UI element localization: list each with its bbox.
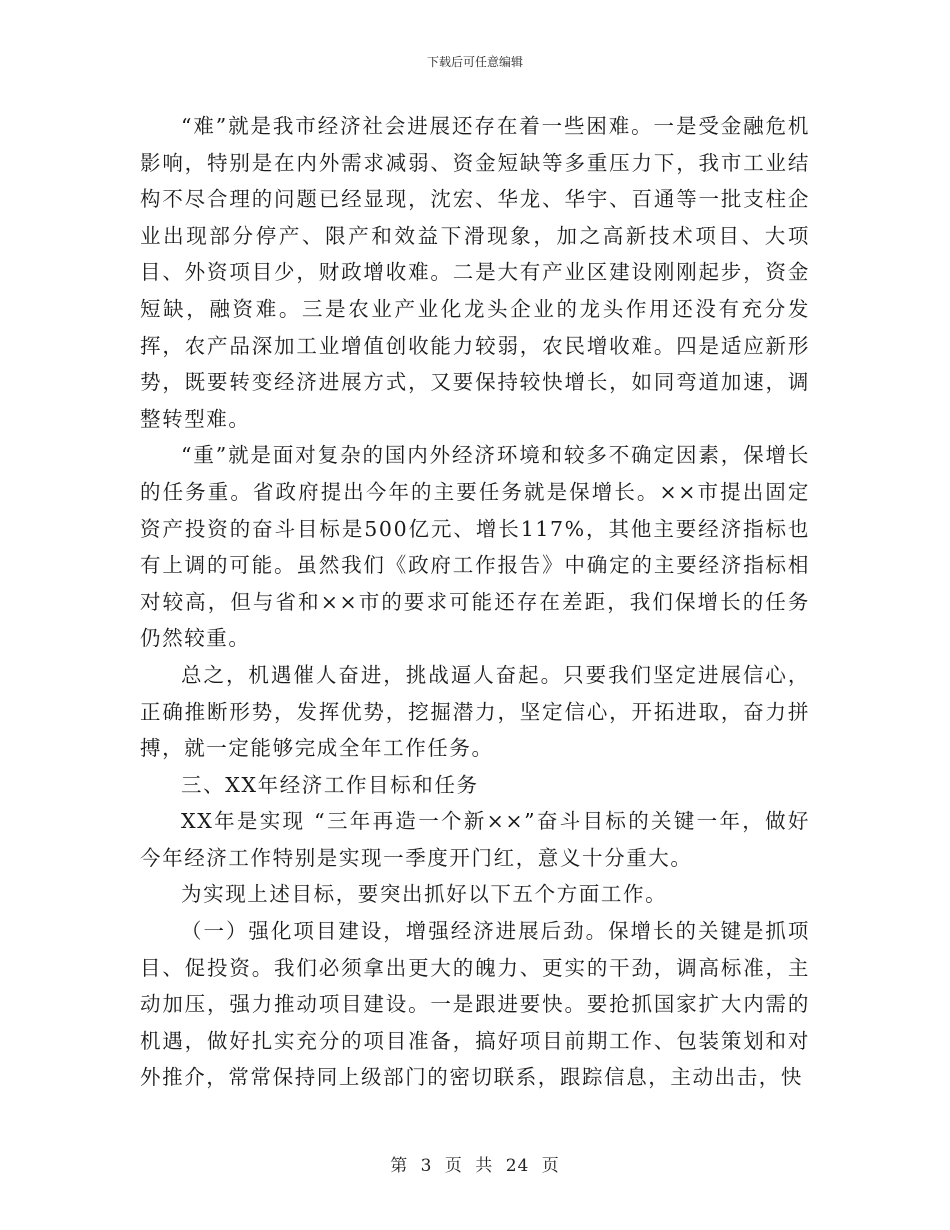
paragraph-difficulties: “难”就是我市经济社会进展还存在着一些困难。一是受金融危机影响，特别是在内外需求减弱、资金短缺等多重压力下，我市工业结构不尽合理的问题已经显现，沈宏、华龙、华宇、百通等一批支柱企业出现部分停产、限产和效益下滑现象，加之高新技术项目、大项目、外资项目少，财政增收难。二是大有产业区建设刚刚起步，资金短缺，融资难。三是农业产业化龙头企业的龙头作用还没有充分发挥，农产品深加工业增值创收能力较弱，农民增收难。四是适应新形势，既要转变经济进展方式，又要保持较快增长，如同弯道加速，调整转型难。 bbox=[140, 114, 810, 431]
document-body bbox=[140, 108, 810, 1096]
footer-page-word: 页 bbox=[444, 1156, 463, 1176]
footer-total-word: 共 bbox=[475, 1156, 494, 1176]
paragraph-summary: 总之，机遇催人奋进，挑战逼人奋起。只要我们坚定进展信心，正确推断形势，发挥优势，挖掘潜力，坚定信心，开拓进取，奋力拼搏，就一定能够完成全年工作任务。 bbox=[140, 662, 810, 761]
section-heading: 三、XX年经济工作目标和任务 bbox=[181, 772, 479, 797]
footer-suffix: 页 bbox=[541, 1156, 560, 1176]
paragraph-heavy-tasks: “重”就是面对复杂的国内外经济环境和较多不确定因素，保增长的任务重。省政府提出今年的主要任务就是保增长。××市提出固定资产投资的奋斗目标是500亿元、增长117%，其他主要经济指标也有上调的可能。虽然我们《政府工作报告》中确定的主要经济指标相对较高，但与省和××市的要求可能还存在差距，我们保增长的任务仍然较重。 bbox=[140, 443, 810, 651]
page-number-footer bbox=[0, 1155, 950, 1177]
paragraph-five-aspects: 为实现上述目标，要突出抓好以下五个方面工作。 bbox=[181, 882, 668, 907]
footer-prefix: 第 bbox=[390, 1156, 409, 1176]
page-header-note: 下载后可任意编辑 bbox=[426, 55, 523, 69]
paragraph-year-goal: XX年是实现 “三年再造一个新××”奋斗目标的关键一年，做好今年经济工作特别是实现一季度开门红，意义十分重大。 bbox=[140, 809, 810, 870]
footer-total-pages: 24 bbox=[505, 1156, 530, 1176]
paragraph-project-construction: （一）强化项目建设，增强经济进展后劲。保增长的关键是抓项目、促投资。我们必须拿出更大的魄力、更实的干劲，调高标准，主动加压，强力推动项目建设。一是跟进要快。要抢抓国家扩大内需的机遇，做好扎实充分的项目准备，搞好项目前期工作、包装策划和对外推介，常常保持同上级部门的密切联系，跟踪信息，主动出击，快 bbox=[140, 919, 810, 1090]
footer-current-page: 3 bbox=[420, 1156, 433, 1176]
